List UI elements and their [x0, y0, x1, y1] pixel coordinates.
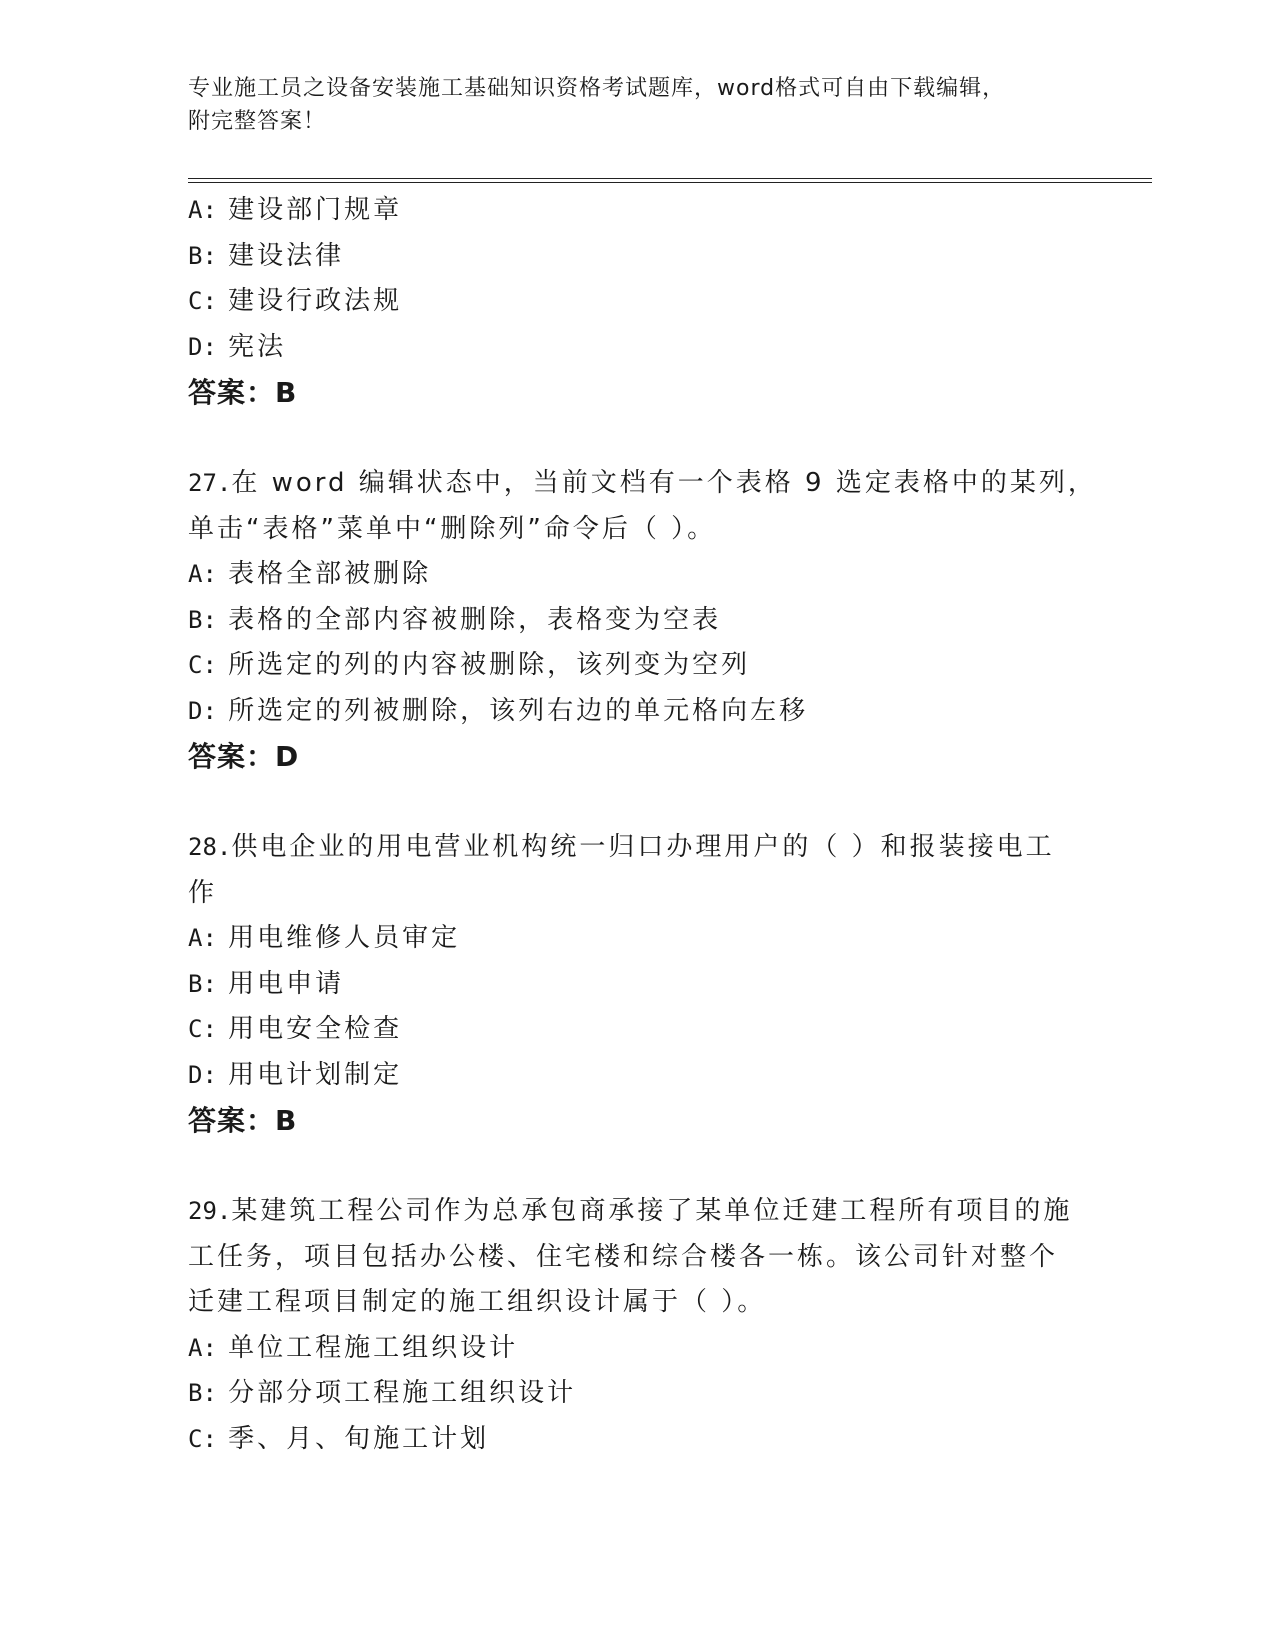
- question-stem-continued: 迁建工程项目制定的施工组织设计属于（ ）。: [188, 1287, 767, 1317]
- option-b: B: 表格的全部内容被删除，表格变为空表: [188, 604, 722, 635]
- option-c: C: 所选定的列的内容被删除，该列变为空列: [188, 650, 751, 680]
- option-b: B: 分部分项工程施工组织设计: [188, 1378, 577, 1408]
- spacer: [188, 780, 1088, 826]
- answer: 答案：B: [188, 1104, 298, 1137]
- answer: 答案：D: [188, 740, 300, 773]
- question-list: [188, 188, 1097, 1462]
- question-stem: 27.在 word 编辑状态中，当前文档有一个表格 9 选定表格中的某列，: [188, 468, 1097, 498]
- option-d: D: 宪法: [188, 331, 287, 362]
- option-a: A: 单位工程施工组织设计: [188, 1332, 519, 1363]
- option-b: B: 建设法律: [188, 240, 345, 271]
- option-b: B: 用电申请: [188, 968, 345, 999]
- question-26: [188, 188, 1088, 416]
- question-stem-continued: 作: [188, 877, 218, 908]
- option-a: A: 表格全部被删除: [188, 559, 432, 589]
- option-c: C: 用电安全检查: [188, 1014, 403, 1044]
- header-title-line-1: 专业施工员之设备安装施工基础知识资格考试题库，word格式可自由下载编辑，: [188, 76, 1006, 101]
- question-stem: 28.供电企业的用电营业机构统一归口办理用户的（ ）和报装接电工: [188, 832, 1055, 862]
- question-stem-continued: 单击“表格”菜单中“删除列”命令后（ ）。: [188, 513, 717, 544]
- header-double-rule: [188, 178, 1152, 183]
- option-d: D: 所选定的列被删除，该列右边的单元格向左移: [188, 695, 809, 726]
- question-29: [188, 1189, 1088, 1462]
- question-27: [188, 461, 1097, 780]
- question-28: [188, 825, 1088, 1144]
- answer: 答案：B: [188, 376, 298, 409]
- option-a: A: 建设部门规章: [188, 195, 403, 225]
- option-c: C: 季、月、旬施工计划: [188, 1423, 490, 1454]
- spacer: [188, 416, 1088, 462]
- question-stem-continued: 工任务，项目包括办公楼、住宅楼和综合楼各一栋。该公司针对整个: [188, 1241, 1059, 1272]
- spacer: [188, 1144, 1088, 1190]
- option-a: A: 用电维修人员审定: [188, 923, 461, 953]
- option-c: C: 建设行政法规: [188, 286, 403, 316]
- document-header: [188, 72, 1088, 138]
- question-stem: 29.某建筑工程公司作为总承包商承接了某单位迁建工程所有项目的施: [188, 1196, 1073, 1226]
- option-d: D: 用电计划制定: [188, 1059, 403, 1090]
- header-title-line-2: 附完整答案！: [188, 109, 327, 134]
